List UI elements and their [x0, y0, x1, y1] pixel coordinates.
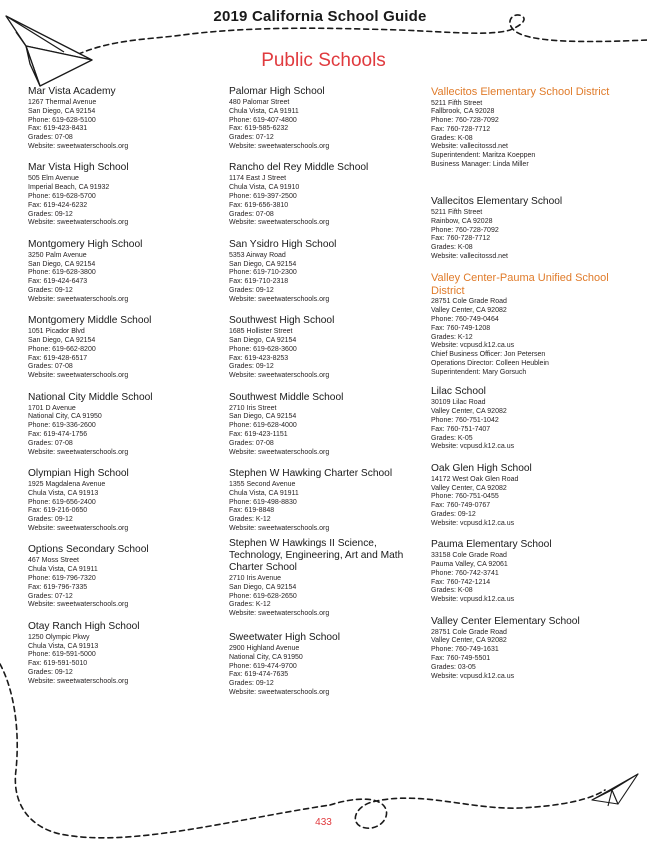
school-entry [229, 392, 429, 468]
school-detail: Phone: 619-498-8830 [229, 498, 297, 506]
school-detail: Operations Director: Colleen Heublein [431, 359, 549, 367]
school-detail: 505 Elm Avenue [28, 175, 79, 183]
school-detail: Phone: 760-751-1042 [431, 416, 499, 424]
school-detail: Website: sweetwaterschools.org [28, 448, 129, 456]
school-detail: Pauma Valley, CA 92061 [431, 560, 508, 568]
school-entry [229, 632, 429, 708]
school-detail: Phone: 619-628-2650 [229, 592, 297, 600]
school-detail: 5211 Fifth Street [431, 99, 483, 107]
school-detail: Business Manager: Linda Miller [431, 161, 529, 169]
school-detail: Grades: 07-12 [28, 592, 73, 600]
page-header-title: 2019 California School Guide [213, 8, 427, 25]
school-detail: Grades: 03-05 [431, 663, 476, 671]
school-entry [229, 162, 429, 238]
school-detail: 5353 Airway Road [229, 251, 286, 259]
school-detail: Website: sweetwaterschools.org [28, 524, 129, 532]
school-detail: 480 Palomar Street [229, 99, 290, 106]
school-detail: 1355 Second Avenue [229, 480, 296, 488]
school-detail: Fax: 619-591-5010 [28, 660, 88, 668]
school-name: Valley Center Elementary School [431, 615, 580, 627]
school-name: Montgomery High School [28, 238, 143, 250]
school-name: Stephen W Hawking Charter School [229, 467, 393, 479]
paper-airplane-icon [4, 8, 100, 90]
school-entry [431, 386, 636, 462]
school-column-3 [431, 86, 636, 692]
school-detail: Fax: 619-428-6517 [28, 354, 88, 362]
school-name: Lilac School [431, 386, 486, 398]
school-name: Stephen W Hawkings II Science, Technology, Engineering, Art and Math Charter School [229, 537, 404, 573]
school-entry [431, 463, 636, 539]
school-detail: Fax: 760-742-1214 [431, 578, 491, 586]
school-detail: Website: vallecitossd.net [431, 252, 508, 260]
school-detail: Valley Center, CA 92082 [431, 307, 507, 315]
school-detail: Fax: 619-585-6232 [229, 125, 289, 133]
school-detail: Grades: 07-08 [229, 439, 274, 447]
school-name: Southwest High School [229, 315, 335, 327]
school-detail: San Diego, CA 92154 [28, 336, 96, 344]
school-detail: Phone: 619-628-5700 [28, 192, 96, 200]
school-detail: Grades: 09-12 [229, 286, 274, 294]
school-detail: Website: vcpusd.k12.ca.us [431, 519, 515, 527]
school-detail: 2710 Iris Street [229, 404, 277, 412]
school-detail: Valley Center, CA 92082 [431, 408, 507, 416]
school-detail: San Diego, CA 92154 [229, 583, 297, 591]
school-detail: 467 Moss Street [28, 557, 79, 565]
school-detail: Fax: 619-424-6473 [28, 278, 88, 286]
school-name: Rancho del Rey Middle School [229, 162, 369, 174]
school-entry [229, 315, 429, 391]
school-detail: Grades: 09-12 [28, 286, 73, 294]
school-detail: Phone: 619-656-2400 [28, 498, 96, 506]
school-detail: Website: sweetwaterschools.org [28, 219, 129, 227]
school-detail: Website: sweetwaterschools.org [229, 610, 330, 618]
school-name: Southwest Middle School [229, 391, 344, 403]
school-detail: 30109 Lilac Road [431, 399, 486, 407]
school-detail: Phone: 760-742-3741 [431, 569, 499, 577]
school-detail: Website: sweetwaterschools.org [28, 295, 129, 303]
school-name: Mar Vista Academy [28, 86, 116, 97]
district-entry [431, 86, 636, 196]
school-detail: Fax: 619-796-7335 [28, 583, 88, 591]
school-name: Olympian High School [28, 467, 129, 479]
school-detail: Website: sweetwaterschools.org [28, 372, 129, 380]
school-name: National City Middle School [28, 391, 153, 403]
school-detail: 14172 West Oak Glen Road [431, 475, 519, 483]
school-name: Options Secondary School [28, 544, 149, 556]
school-detail: National City, CA 91950 [28, 413, 102, 421]
page-number: 433 [315, 817, 332, 828]
school-detail: Website: sweetwaterschools.org [229, 688, 330, 696]
school-detail: 1051 Picador Blvd [28, 328, 85, 336]
school-detail: Phone: 619-628-4000 [229, 422, 297, 430]
school-entry [229, 239, 429, 315]
school-detail: 1174 East J Street [229, 175, 287, 183]
school-entry [28, 86, 218, 162]
school-entry [229, 538, 429, 632]
school-detail: Fax: 760-751-7407 [431, 425, 491, 433]
school-name: Otay Ranch High School [28, 620, 140, 632]
school-detail: Fax: 760-728-7712 [431, 125, 491, 133]
school-detail: Fax: 619-424-6232 [28, 201, 88, 209]
school-entry [28, 239, 218, 315]
school-detail: Phone: 619-474-9700 [229, 662, 297, 670]
school-detail: 33158 Cole Grade Road [431, 552, 507, 560]
school-detail: Website: sweetwaterschools.org [229, 295, 330, 303]
school-detail: Chula Vista, CA 91913 [28, 489, 99, 497]
school-detail: Valley Center, CA 92082 [431, 484, 507, 492]
school-entry [28, 621, 218, 697]
school-detail: San Diego, CA 92154 [229, 260, 297, 268]
school-detail: Fax: 619-656-3810 [229, 201, 289, 209]
school-detail: Website: sweetwaterschools.org [28, 677, 129, 685]
school-entry [28, 315, 218, 391]
school-detail: Grades: K-12 [431, 333, 473, 341]
school-detail: Chief Business Officer: Jon Petersen [431, 351, 546, 359]
school-detail: Fax: 760-749-5501 [431, 654, 491, 662]
school-detail: Imperial Beach, CA 91932 [28, 184, 110, 192]
school-detail: Fax: 619-423-8431 [28, 125, 88, 133]
school-column-2 [229, 86, 429, 708]
school-entry [229, 86, 429, 162]
school-entry [28, 392, 218, 468]
school-detail: Website: vallecitossd.net [431, 143, 508, 151]
school-detail: Superintendent: Mary Gorsuch [431, 368, 527, 376]
school-detail: Website: sweetwaterschools.org [229, 142, 330, 150]
school-detail: Website: sweetwaterschools.org [229, 372, 330, 380]
school-detail: Phone: 619-710-2300 [229, 269, 297, 277]
school-detail: National City, CA 91950 [229, 653, 303, 661]
school-detail: Fax: 619-423-8253 [229, 354, 289, 362]
school-column-1 [28, 86, 218, 697]
school-detail: 2900 Highland Avenue [229, 644, 300, 652]
school-detail: Grades: 09-12 [28, 516, 73, 524]
school-entry [431, 616, 636, 692]
school-detail: Grades: 07-08 [28, 363, 73, 371]
district-name: Valley Center-Pauma Unified School District [431, 272, 609, 297]
school-detail: Fax: 619-8848 [229, 507, 275, 515]
school-detail: Fax: 760-728-7712 [431, 235, 491, 243]
school-detail: Chula Vista, CA 91910 [229, 184, 300, 192]
school-entry [229, 468, 429, 538]
school-entry [431, 539, 636, 615]
paper-airplane-icon [588, 770, 640, 808]
school-name: Palomar High School [229, 86, 325, 97]
school-detail: Phone: 619-336-2600 [28, 422, 96, 430]
school-name: Oak Glen High School [431, 462, 532, 474]
school-detail: Grades: K-08 [431, 587, 473, 595]
school-detail: Grades: 07-08 [229, 210, 274, 218]
school-detail: Website: vcpusd.k12.ca.us [431, 672, 515, 680]
school-detail: Website: vcpusd.k12.ca.us [431, 443, 515, 451]
school-detail: 28751 Cole Grade Road [431, 298, 507, 306]
school-detail: Fax: 619-216-0650 [28, 507, 88, 515]
school-detail: Website: vcpusd.k12.ca.us [431, 342, 515, 350]
school-detail: Fallbrook, CA 92028 [431, 108, 495, 116]
school-detail: Grades: K-12 [229, 516, 271, 524]
school-detail: Chula Vista, CA 91911 [229, 489, 299, 497]
school-detail: San Diego, CA 92154 [229, 413, 297, 421]
school-detail: Fax: 619-474-1756 [28, 430, 88, 438]
school-detail: San Diego, CA 92154 [28, 107, 96, 115]
school-detail: 2710 Iris Avenue [229, 574, 282, 582]
school-detail: Chula Vista, CA 91911 [229, 107, 299, 115]
school-detail: Phone: 619-662-8200 [28, 345, 96, 353]
school-name: Vallecitos Elementary School [431, 196, 563, 207]
school-name: Pauma Elementary School [431, 539, 552, 551]
school-name: Montgomery Middle School [28, 315, 152, 327]
school-detail: Phone: 619-397-2500 [229, 192, 297, 200]
school-detail: Phone: 619-628-5100 [28, 116, 96, 124]
school-detail: Grades: K-08 [431, 134, 473, 142]
school-entry [28, 162, 218, 238]
school-detail: 1685 Hollister Street [229, 328, 293, 336]
school-detail: Superintendent: Maritza Koeppen [431, 152, 536, 160]
school-detail: Phone: 619-628-3600 [229, 345, 297, 353]
school-detail: 3250 Palm Avenue [28, 251, 87, 259]
school-detail: 1701 D Avenue [28, 404, 76, 412]
school-detail: Grades: 09-12 [28, 210, 73, 218]
school-detail: 1925 Magdalena Avenue [28, 480, 106, 488]
district-entry [431, 272, 636, 386]
school-entry [431, 196, 636, 272]
school-detail: Website: sweetwaterschools.org [28, 142, 129, 150]
school-detail: Grades: 07-12 [229, 134, 274, 142]
school-detail: Fax: 760-749-1208 [431, 324, 491, 332]
school-detail: Fax: 760-749-0767 [431, 502, 491, 510]
school-detail: Website: sweetwaterschools.org [229, 219, 330, 227]
school-detail: Phone: 760-749-1631 [431, 646, 499, 654]
school-detail: Phone: 619-407-4800 [229, 116, 297, 124]
school-detail: San Diego, CA 92154 [229, 336, 297, 344]
school-detail: Grades: K-12 [229, 601, 271, 609]
school-name: Sweetwater High School [229, 631, 340, 643]
school-detail: Chula Vista, CA 91913 [28, 642, 99, 650]
school-detail: Website: sweetwaterschools.org [229, 524, 330, 532]
school-detail: 5211 Fifth Street [431, 209, 483, 216]
district-name: Vallecitos Elementary School District [431, 86, 610, 98]
school-detail: Grades: K-08 [431, 244, 473, 252]
school-detail: Grades: 09-12 [28, 668, 73, 676]
school-detail: Chula Vista, CA 91911 [28, 566, 98, 574]
school-detail: Fax: 619-474-7635 [229, 671, 289, 679]
school-detail: 28751 Cole Grade Road [431, 628, 507, 636]
school-name: San Ysidro High School [229, 238, 337, 250]
school-detail: Phone: 760-728-7092 [431, 226, 499, 234]
school-detail: Grades: 09-12 [431, 510, 476, 518]
school-entry [28, 544, 218, 620]
school-detail: Rainbow, CA 92028 [431, 217, 493, 225]
school-detail: Grades: K-05 [431, 434, 473, 442]
school-detail: Phone: 619-591-5000 [28, 651, 96, 659]
school-detail: San Diego, CA 92154 [28, 260, 96, 268]
school-detail: Phone: 760-749-0464 [431, 315, 499, 323]
school-detail: Phone: 760-728-7092 [431, 117, 499, 125]
school-detail: Fax: 619-710-2318 [229, 278, 289, 286]
section-title: Public Schools [261, 50, 386, 71]
school-detail: Grades: 09-12 [229, 680, 274, 688]
school-detail: Website: sweetwaterschools.org [28, 601, 129, 609]
school-detail: Phone: 760-751-0455 [431, 493, 499, 501]
school-detail: Grades: 07-08 [28, 439, 73, 447]
school-detail: Phone: 619-628-3800 [28, 269, 96, 277]
school-detail: Fax: 619-423-1151 [229, 430, 288, 438]
school-detail: 1250 Olympic Pkwy [28, 633, 90, 641]
school-entry [28, 468, 218, 544]
school-detail: Website: sweetwaterschools.org [229, 448, 330, 456]
school-name: Mar Vista High School [28, 162, 129, 174]
school-detail: Valley Center, CA 92082 [431, 637, 507, 645]
school-detail: Grades: 09-12 [229, 363, 274, 371]
school-detail: Grades: 07-08 [28, 134, 73, 142]
school-detail: Website: vcpusd.k12.ca.us [431, 596, 515, 604]
school-detail: Phone: 619-796-7320 [28, 574, 96, 582]
school-detail: 1267 Thermal Avenue [28, 99, 97, 106]
